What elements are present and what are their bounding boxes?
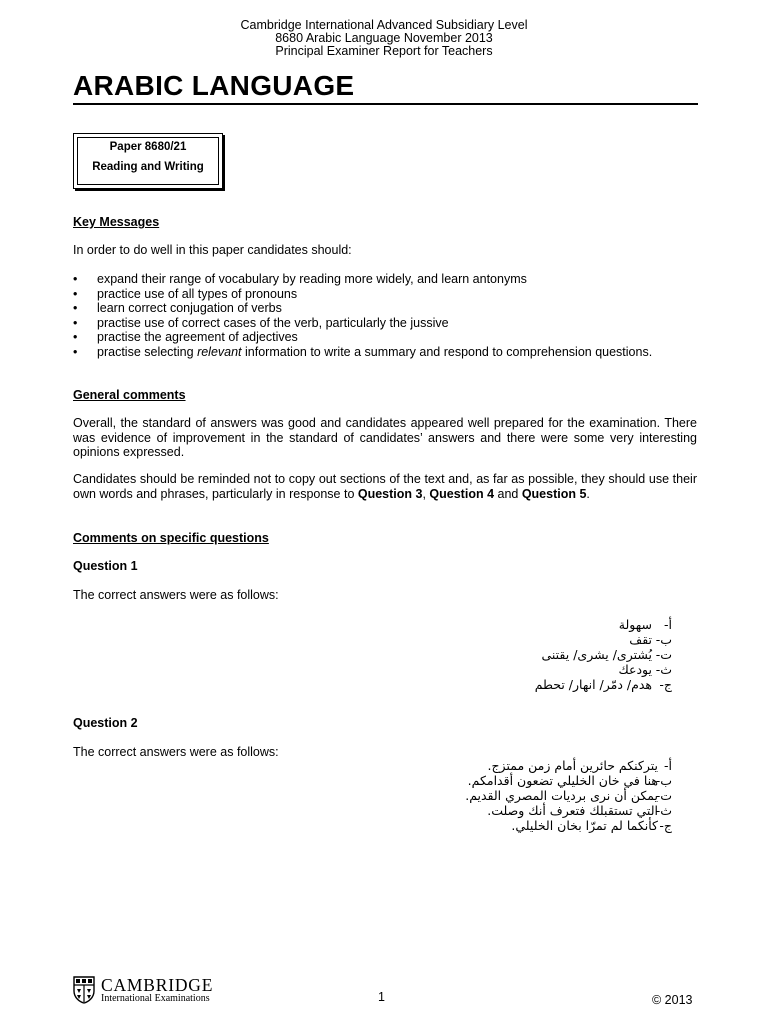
answer-label: ث-: [655, 662, 672, 677]
header-line-1: Cambridge International Advanced Subsidiary Level: [240, 18, 528, 32]
paper-title: Reading and Writing: [92, 161, 204, 173]
answer-label: ب-: [655, 632, 672, 647]
list-item: • practice use of all types of pronouns: [73, 287, 703, 302]
emphasis-relevant: relevant: [197, 344, 242, 359]
page-number: 1: [378, 990, 385, 1004]
header-line-3: Principal Examiner Report for Teachers: [275, 44, 493, 58]
list-item: • practise use of correct cases of the verb, particularly the jussive: [73, 316, 703, 331]
list-item-text: information to write a summary and respond to comprehension questions.: [241, 344, 653, 359]
cambridge-logo: [73, 976, 233, 1006]
answer-row: [372, 617, 672, 632]
answer-text: يودعك: [618, 662, 652, 677]
paper-box: [73, 133, 223, 189]
answer-text: التي تستقبلك فتعرف أنك وصلت.: [487, 803, 658, 818]
para-text: .: [586, 486, 590, 501]
list-item: • practise the agreement of adjectives: [73, 330, 703, 345]
answer-label: أ-: [664, 758, 672, 773]
para-text: Candidates should be reminded not to copy out sections of the text and, as far as possible, they should use their own words and phrases, particularly in response to: [73, 472, 697, 501]
list-item-text: practise selecting: [97, 344, 198, 359]
answer-row: [372, 818, 672, 833]
title-rule: [73, 103, 698, 105]
question-2-intro: The correct answers were as follows:: [73, 745, 279, 759]
logo-name: CAMBRIDGE: [101, 975, 214, 995]
para-text: and: [494, 486, 522, 501]
answer-row: [372, 758, 672, 773]
general-comments-heading: General comments: [73, 388, 186, 402]
answer-label: ج-: [659, 677, 672, 692]
answer-label: ج-: [659, 818, 672, 833]
answer-label: ت-: [655, 788, 672, 803]
question-1-intro: The correct answers were as follows:: [73, 588, 279, 602]
question-1-answers: [372, 617, 672, 692]
key-messages-intro: In order to do well in this paper candidates should:: [73, 243, 352, 257]
question-1-heading: Question 1: [73, 559, 138, 573]
list-item: • learn correct conjugation of verbs: [73, 301, 703, 316]
answer-label: ث-: [655, 803, 672, 818]
answer-row: [372, 632, 672, 647]
answer-row: [372, 788, 672, 803]
answer-text: كأنكما لم تمرّا بخان الخليلي.: [511, 818, 658, 833]
answer-row: [372, 773, 672, 788]
key-messages-heading: Key Messages: [73, 215, 160, 229]
logo-subtitle: International Examinations: [101, 993, 210, 1004]
question-ref: Question 3: [357, 486, 423, 501]
key-messages-list: [73, 272, 703, 360]
answer-label: أ-: [664, 617, 672, 632]
answer-text: هنا في خان الخليلي تضعون أقدامكم.: [467, 773, 658, 788]
list-item: • expand their range of vocabulary by reading more widely, and learn antonyms: [73, 272, 703, 287]
answer-row: [372, 647, 672, 662]
answer-text: تقف: [629, 632, 652, 647]
copyright: © 2013: [652, 993, 693, 1007]
general-comments-para-2: [73, 472, 697, 501]
question-2-heading: Question 2: [73, 716, 138, 730]
general-comments-para-1: Overall, the standard of answers was good and candidates appeared well prepared for the examination. There was evidence of improvement in the standard of candidates’ answers and there were some very interesting opinions expressed.: [73, 416, 697, 459]
answer-label: ب-: [655, 773, 672, 788]
header-line-2: 8680 Arabic Language November 2013: [275, 31, 493, 45]
crest-icon: [73, 976, 95, 1004]
answer-row: [372, 803, 672, 818]
question-ref: Question 5: [521, 486, 587, 501]
list-item: [73, 345, 703, 360]
answer-text: يُشترى/ يشرى/ يقتنى: [541, 647, 652, 662]
answer-text: هدم/ دمّر/ انهار/ تحطم: [534, 677, 652, 692]
answer-row: [372, 662, 672, 677]
question-ref: Question 4: [429, 486, 495, 501]
para-text: ,: [422, 486, 430, 501]
answer-text: يتركنكم حائرين أمام زمن ممتزج.: [487, 758, 658, 773]
answer-row: [372, 677, 672, 692]
page-title: ARABIC LANGUAGE: [73, 70, 355, 101]
answer-text: سهولة: [618, 617, 652, 632]
answer-text: يمكن أن نرى برديات المصري القديم.: [465, 788, 658, 803]
answer-label: ت-: [655, 647, 672, 662]
question-2-answers: [372, 758, 672, 833]
paper-number: Paper 8680/21: [109, 141, 187, 153]
specific-comments-heading: Comments on specific questions: [73, 531, 269, 545]
